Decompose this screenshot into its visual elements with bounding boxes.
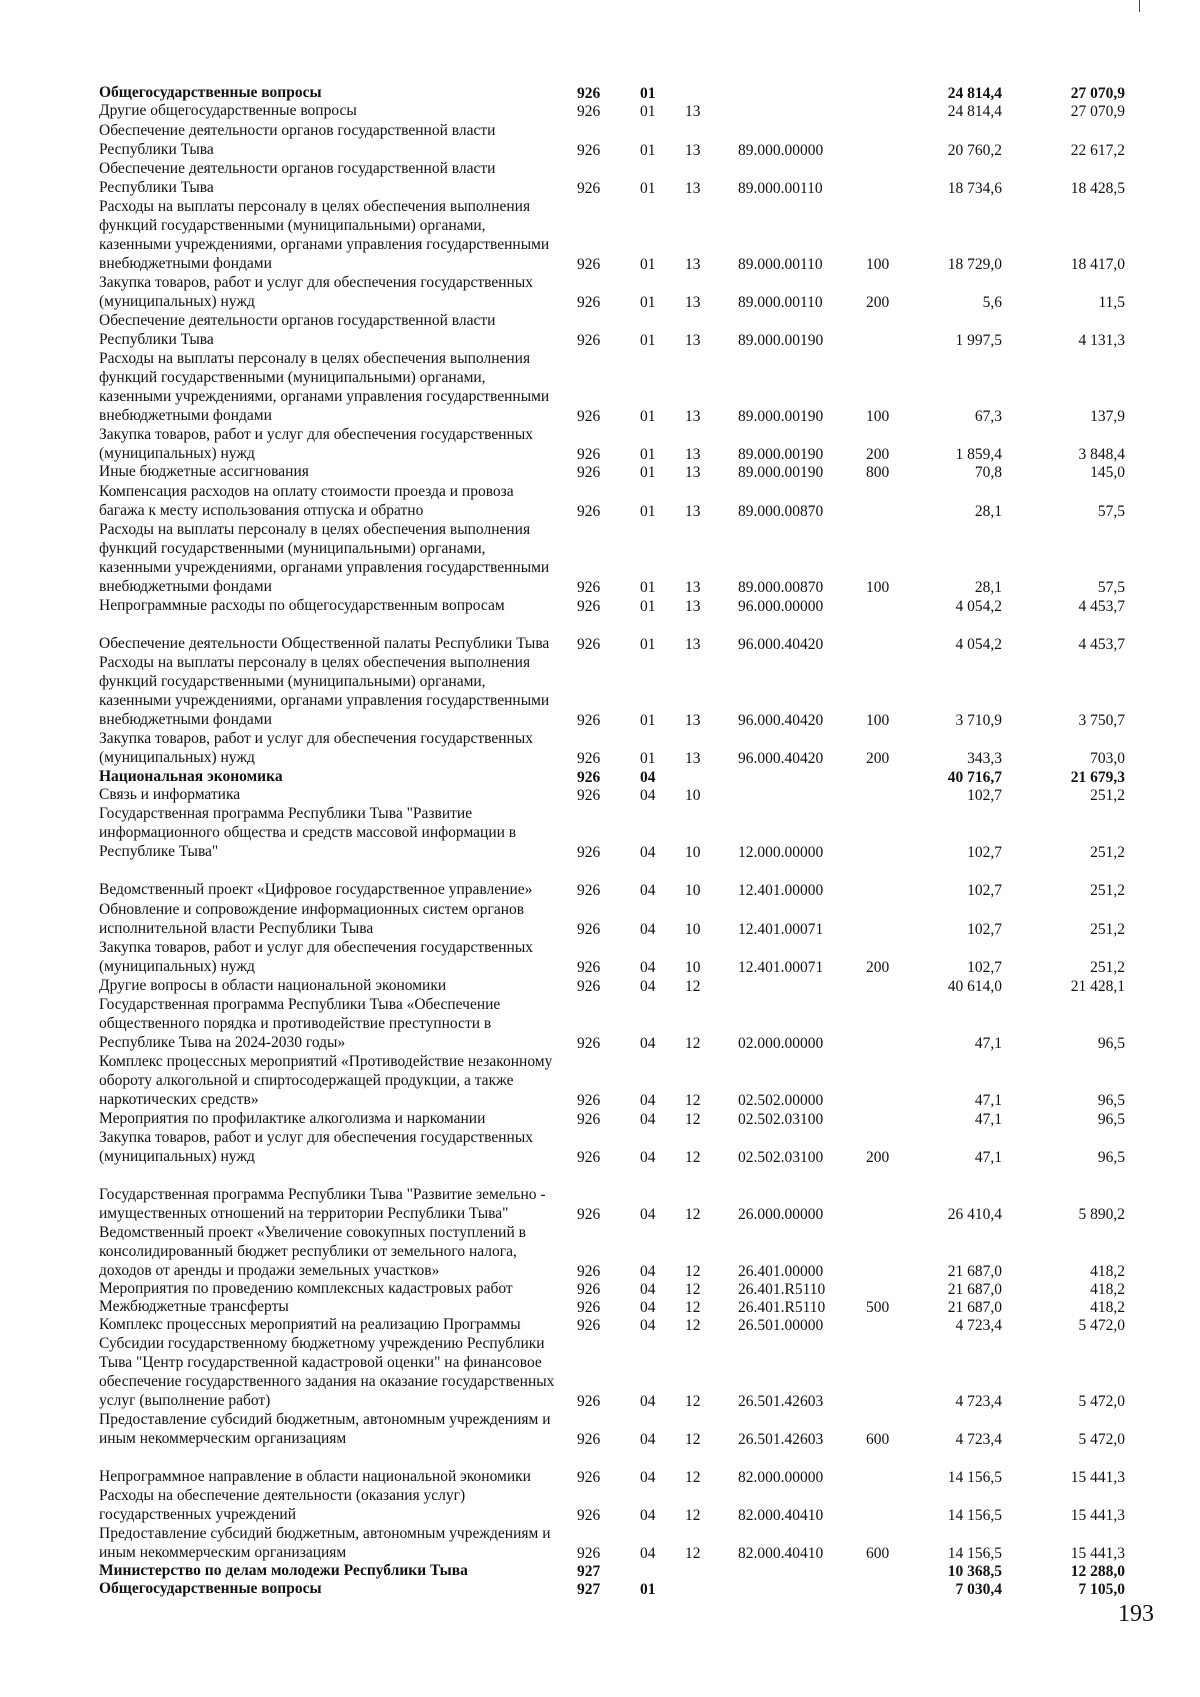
amount-year-1: 18 734,6 bbox=[947, 180, 1002, 197]
section-code: 04 bbox=[640, 1281, 656, 1298]
row-name: Закупка товаров, работ и услуг для обеспечения государственных (муниципальных) нужд bbox=[99, 730, 534, 766]
row-name: Компенсация расходов на оплату стоимости проезда и провоза багажа к месту использования отпуска и обратно bbox=[99, 483, 514, 519]
amount-year-1: 28,1 bbox=[974, 503, 1002, 520]
ministry-code: 926 bbox=[577, 921, 601, 938]
target-article-code: 26.401.R5110 bbox=[738, 1299, 826, 1316]
section-code: 01 bbox=[640, 1581, 656, 1598]
section-code: 04 bbox=[640, 1263, 656, 1280]
subsection-code: 12 bbox=[685, 1507, 701, 1524]
amount-year-2: 5 890,2 bbox=[1078, 1206, 1125, 1223]
ministry-code: 926 bbox=[577, 446, 601, 463]
subsection-code: 13 bbox=[685, 180, 701, 197]
amount-year-1: 14 156,5 bbox=[947, 1507, 1002, 1524]
row-name: Закупка товаров, работ и услуг для обеспечения государственных (муниципальных) нужд bbox=[99, 274, 534, 310]
section-code: 01 bbox=[640, 636, 656, 653]
row-name: Государственная программа Республики Тыва "Развитие земельно - имущественных отношений на территории Республики Тыва" bbox=[99, 1186, 546, 1222]
section-code: 01 bbox=[640, 408, 656, 425]
section-code: 04 bbox=[640, 959, 656, 976]
amount-year-1: 18 729,0 bbox=[947, 256, 1002, 273]
subsection-code: 12 bbox=[685, 1035, 701, 1052]
row-name: Мероприятия по проведению комплексных кадастровых работ bbox=[99, 1280, 513, 1297]
amount-year-2: 251,2 bbox=[1090, 882, 1125, 899]
subsection-code: 13 bbox=[685, 750, 701, 767]
ministry-code: 927 bbox=[577, 1563, 601, 1580]
target-article-code: 02.000.00000 bbox=[738, 1035, 824, 1052]
subsection-code: 13 bbox=[685, 598, 701, 615]
target-article-code: 89.000.00190 bbox=[738, 408, 824, 425]
section-code: 04 bbox=[640, 1206, 656, 1223]
expense-type-code: 600 bbox=[866, 1431, 890, 1448]
subsection-code: 12 bbox=[685, 1469, 701, 1486]
subsection-code: 13 bbox=[685, 294, 701, 311]
row-name: Ведомственный проект «Увеличение совокупных поступлений в консолидированный бюджет республики от земельного налога, доходов от аренды и продажи земельных участков» bbox=[99, 1224, 526, 1279]
amount-year-2: 418,2 bbox=[1090, 1263, 1125, 1280]
amount-year-2: 703,0 bbox=[1090, 750, 1125, 767]
amount-year-1: 47,1 bbox=[974, 1111, 1002, 1128]
ministry-code: 926 bbox=[577, 256, 601, 273]
section-code: 04 bbox=[640, 1149, 656, 1166]
section-code: 01 bbox=[640, 446, 656, 463]
amount-year-2: 96,5 bbox=[1097, 1035, 1125, 1052]
ministry-code: 926 bbox=[577, 103, 601, 120]
section-code: 04 bbox=[640, 787, 656, 804]
row-name: Закупка товаров, работ и услуг для обеспечения государственных (муниципальных) нужд bbox=[99, 1129, 534, 1165]
section-code: 01 bbox=[640, 503, 656, 520]
section-code: 01 bbox=[640, 103, 656, 120]
subsection-code: 13 bbox=[685, 636, 701, 653]
ministry-code: 926 bbox=[577, 408, 601, 425]
amount-year-2: 5 472,0 bbox=[1078, 1431, 1125, 1448]
section-code: 01 bbox=[640, 142, 656, 159]
amount-year-1: 24 814,4 bbox=[947, 103, 1002, 120]
ministry-code: 927 bbox=[577, 1581, 601, 1598]
ministry-code: 926 bbox=[577, 579, 601, 596]
section-code: 01 bbox=[640, 85, 656, 102]
amount-year-1: 47,1 bbox=[974, 1035, 1002, 1052]
target-article-code: 12.401.00071 bbox=[738, 959, 824, 976]
ministry-code: 926 bbox=[577, 503, 601, 520]
ministry-code: 926 bbox=[577, 1092, 601, 1109]
amount-year-2: 27 070,9 bbox=[1070, 103, 1125, 120]
amount-year-1: 28,1 bbox=[974, 579, 1002, 596]
amount-year-1: 4 054,2 bbox=[955, 598, 1002, 615]
amount-year-1: 26 410,4 bbox=[947, 1206, 1002, 1223]
ministry-code: 926 bbox=[577, 1111, 601, 1128]
row-name: Обеспечение деятельности органов государственной власти Республики Тыва bbox=[99, 312, 496, 348]
amount-year-1: 24 814,4 bbox=[947, 85, 1002, 102]
section-code: 04 bbox=[640, 1545, 656, 1562]
target-article-code: 12.401.00071 bbox=[738, 921, 824, 938]
target-article-code: 82.000.40410 bbox=[738, 1545, 824, 1562]
ministry-code: 926 bbox=[577, 85, 601, 102]
row-name: Расходы на выплаты персоналу в целях обеспечения выполнения функций государственными (муниципальными) органами, казенными учреждениями, органами управления государственными внебюджетными фондами bbox=[99, 521, 550, 595]
section-code: 04 bbox=[640, 1317, 656, 1334]
amount-year-2: 4 453,7 bbox=[1078, 598, 1125, 615]
row-name: Общегосударственные вопросы bbox=[99, 1580, 322, 1597]
subsection-code: 10 bbox=[685, 959, 701, 976]
amount-year-1: 21 687,0 bbox=[947, 1263, 1002, 1280]
amount-year-1: 47,1 bbox=[974, 1149, 1002, 1166]
section-code: 01 bbox=[640, 256, 656, 273]
ministry-code: 926 bbox=[577, 332, 601, 349]
target-article-code: 26.401.R5110 bbox=[738, 1281, 826, 1298]
amount-year-2: 5 472,0 bbox=[1078, 1393, 1125, 1410]
ministry-code: 926 bbox=[577, 1263, 601, 1280]
ministry-code: 926 bbox=[577, 1035, 601, 1052]
target-article-code: 96.000.40420 bbox=[738, 750, 824, 767]
amount-year-2: 96,5 bbox=[1097, 1092, 1125, 1109]
target-article-code: 26.501.42603 bbox=[738, 1431, 824, 1448]
subsection-code: 13 bbox=[685, 142, 701, 159]
target-article-code: 89.000.00110 bbox=[738, 180, 823, 197]
amount-year-1: 102,7 bbox=[967, 882, 1002, 899]
row-name: Министерство по делам молодежи Республики Тыва bbox=[99, 1562, 468, 1579]
subsection-code: 13 bbox=[685, 408, 701, 425]
amount-year-2: 57,5 bbox=[1097, 503, 1125, 520]
amount-year-2: 137,9 bbox=[1090, 408, 1125, 425]
target-article-code: 82.000.00000 bbox=[738, 1469, 824, 1486]
subsection-code: 10 bbox=[685, 787, 701, 804]
amount-year-1: 102,7 bbox=[967, 787, 1002, 804]
target-article-code: 02.502.00000 bbox=[738, 1092, 824, 1109]
expense-type-code: 100 bbox=[866, 579, 890, 596]
subsection-code: 10 bbox=[685, 921, 701, 938]
target-article-code: 89.000.00110 bbox=[738, 256, 823, 273]
expense-type-code: 200 bbox=[866, 294, 890, 311]
subsection-code: 13 bbox=[685, 103, 701, 120]
expense-type-code: 800 bbox=[866, 464, 890, 481]
expense-type-code: 500 bbox=[866, 1299, 890, 1316]
amount-year-2: 18 428,5 bbox=[1070, 180, 1125, 197]
amount-year-2: 12 288,0 bbox=[1070, 1563, 1125, 1580]
target-article-code: 26.401.00000 bbox=[738, 1263, 824, 1280]
amount-year-1: 7 030,4 bbox=[955, 1581, 1002, 1598]
section-code: 04 bbox=[640, 1431, 656, 1448]
subsection-code: 12 bbox=[685, 1281, 701, 1298]
amount-year-2: 11,5 bbox=[1098, 294, 1125, 311]
ministry-code: 926 bbox=[577, 1299, 601, 1316]
amount-year-2: 251,2 bbox=[1090, 844, 1125, 861]
amount-year-1: 1 859,4 bbox=[955, 446, 1002, 463]
subsection-code: 12 bbox=[685, 1092, 701, 1109]
amount-year-2: 22 617,2 bbox=[1070, 142, 1125, 159]
ministry-code: 926 bbox=[577, 1317, 601, 1334]
amount-year-1: 14 156,5 bbox=[947, 1545, 1002, 1562]
subsection-code: 13 bbox=[685, 579, 701, 596]
ministry-code: 926 bbox=[577, 180, 601, 197]
row-name: Предоставление субсидий бюджетным, автономным учреждениям и иным некоммерческим организациям bbox=[99, 1525, 551, 1561]
section-code: 01 bbox=[640, 464, 656, 481]
amount-year-2: 5 472,0 bbox=[1078, 1317, 1125, 1334]
ministry-code: 926 bbox=[577, 978, 601, 995]
section-code: 04 bbox=[640, 882, 656, 899]
amount-year-1: 47,1 bbox=[974, 1092, 1002, 1109]
row-name: Расходы на выплаты персоналу в целях обеспечения выполнения функций государственными (муниципальными) органами, казенными учреждениями, органами управления государственными внебюджетными фондами bbox=[99, 350, 550, 424]
target-article-code: 26.501.00000 bbox=[738, 1317, 824, 1334]
subsection-code: 13 bbox=[685, 712, 701, 729]
subsection-code: 12 bbox=[685, 978, 701, 995]
row-name: Субсидии государственному бюджетному учреждению Республики Тыва "Центр государственной кадастровой оценки" на финансовое обеспечение государственного задания на оказание государственных услуг (выполнение работ) bbox=[99, 1335, 555, 1409]
row-name: Расходы на обеспечение деятельности (оказания услуг) государственных учреждений bbox=[99, 1487, 466, 1523]
amount-year-2: 96,5 bbox=[1097, 1111, 1125, 1128]
amount-year-1: 3 710,9 bbox=[955, 712, 1002, 729]
amount-year-2: 15 441,3 bbox=[1070, 1507, 1125, 1524]
amount-year-2: 3 750,7 bbox=[1078, 712, 1125, 729]
amount-year-2: 418,2 bbox=[1090, 1299, 1125, 1316]
ministry-code: 926 bbox=[577, 1149, 601, 1166]
expense-type-code: 100 bbox=[866, 256, 890, 273]
target-article-code: 89.000.00190 bbox=[738, 332, 824, 349]
target-article-code: 26.501.42603 bbox=[738, 1393, 824, 1410]
subsection-code: 10 bbox=[685, 882, 701, 899]
target-article-code: 96.000.00000 bbox=[738, 598, 824, 615]
row-name: Межбюджетные трансферты bbox=[99, 1298, 289, 1315]
subsection-code: 13 bbox=[685, 256, 701, 273]
amount-year-1: 102,7 bbox=[967, 959, 1002, 976]
amount-year-2: 4 131,3 bbox=[1078, 332, 1125, 349]
amount-year-1: 4 723,4 bbox=[955, 1317, 1002, 1334]
row-name: Закупка товаров, работ и услуг для обеспечения государственных (муниципальных) нужд bbox=[99, 939, 534, 975]
section-code: 04 bbox=[640, 978, 656, 995]
ministry-code: 926 bbox=[577, 1469, 601, 1486]
target-article-code: 96.000.40420 bbox=[738, 636, 824, 653]
ministry-code: 926 bbox=[577, 769, 601, 786]
subsection-code: 12 bbox=[685, 1431, 701, 1448]
row-name: Расходы на выплаты персоналу в целях обеспечения выполнения функций государственными (муниципальными) органами, казенными учреждениями, органами управления государственными внебюджетными фондами bbox=[99, 654, 550, 728]
amount-year-2: 96,5 bbox=[1097, 1149, 1125, 1166]
subsection-code: 12 bbox=[685, 1545, 701, 1562]
section-code: 04 bbox=[640, 769, 656, 786]
row-name: Ведомственный проект «Цифровое государственное управление» bbox=[99, 881, 533, 898]
amount-year-2: 27 070,9 bbox=[1070, 85, 1125, 102]
section-code: 01 bbox=[640, 180, 656, 197]
amount-year-2: 418,2 bbox=[1090, 1281, 1125, 1298]
amount-year-2: 251,2 bbox=[1090, 787, 1125, 804]
target-article-code: 89.000.00000 bbox=[738, 142, 824, 159]
amount-year-2: 21 428,1 bbox=[1070, 978, 1125, 995]
ministry-code: 926 bbox=[577, 844, 601, 861]
amount-year-1: 67,3 bbox=[974, 408, 1002, 425]
ministry-code: 926 bbox=[577, 1431, 601, 1448]
ministry-code: 926 bbox=[577, 598, 601, 615]
subsection-code: 12 bbox=[685, 1111, 701, 1128]
amount-year-1: 4 054,2 bbox=[955, 636, 1002, 653]
amount-year-1: 70,8 bbox=[974, 464, 1002, 481]
ministry-code: 926 bbox=[577, 142, 601, 159]
subsection-code: 12 bbox=[685, 1149, 701, 1166]
amount-year-1: 21 687,0 bbox=[947, 1281, 1002, 1298]
amount-year-2: 15 441,3 bbox=[1070, 1469, 1125, 1486]
amount-year-1: 40 614,0 bbox=[947, 978, 1002, 995]
row-name: Другие вопросы в области национальной экономики bbox=[99, 977, 447, 994]
subsection-code: 13 bbox=[685, 464, 701, 481]
row-name: Непрограммное направление в области национальной экономики bbox=[99, 1468, 531, 1485]
ministry-code: 926 bbox=[577, 1393, 601, 1410]
amount-year-2: 21 679,3 bbox=[1070, 769, 1125, 786]
amount-year-2: 4 453,7 bbox=[1078, 636, 1125, 653]
section-code: 01 bbox=[640, 598, 656, 615]
section-code: 01 bbox=[640, 750, 656, 767]
row-name: Общегосударственные вопросы bbox=[99, 84, 322, 101]
target-article-code: 12.000.00000 bbox=[738, 844, 824, 861]
ministry-code: 926 bbox=[577, 1281, 601, 1298]
row-name: Обновление и сопровождение информационных систем органов исполнительной власти Республики Тыва bbox=[99, 901, 525, 937]
expense-type-code: 200 bbox=[866, 959, 890, 976]
section-code: 04 bbox=[640, 1393, 656, 1410]
amount-year-1: 4 723,4 bbox=[955, 1393, 1002, 1410]
section-code: 04 bbox=[640, 1299, 656, 1316]
target-article-code: 89.000.00870 bbox=[738, 503, 824, 520]
ministry-code: 926 bbox=[577, 1507, 601, 1524]
row-name: Закупка товаров, работ и услуг для обеспечения государственных (муниципальных) нужд bbox=[99, 426, 534, 462]
target-article-code: 89.000.00190 bbox=[738, 464, 824, 481]
row-name: Обеспечение деятельности Общественной палаты Республики Тыва bbox=[99, 635, 550, 652]
row-name: Предоставление субсидий бюджетным, автономным учреждениям и иным некоммерческим организациям bbox=[99, 1411, 551, 1447]
amount-year-1: 20 760,2 bbox=[947, 142, 1002, 159]
ministry-code: 926 bbox=[577, 1545, 601, 1562]
target-article-code: 02.502.03100 bbox=[738, 1111, 824, 1128]
ministry-code: 926 bbox=[577, 464, 601, 481]
amount-year-1: 102,7 bbox=[967, 844, 1002, 861]
target-article-code: 26.000.00000 bbox=[738, 1206, 824, 1223]
row-name: Расходы на выплаты персоналу в целях обеспечения выполнения функций государственными (муниципальными) органами, казенными учреждениями, органами управления государственными внебюджетными фондами bbox=[99, 198, 550, 272]
amount-year-1: 10 368,5 bbox=[947, 1563, 1002, 1580]
expense-type-code: 200 bbox=[866, 750, 890, 767]
target-article-code: 96.000.40420 bbox=[738, 712, 824, 729]
section-code: 01 bbox=[640, 712, 656, 729]
ministry-code: 926 bbox=[577, 959, 601, 976]
row-name: Обеспечение деятельности органов государственной власти Республики Тыва bbox=[99, 160, 496, 196]
section-code: 04 bbox=[640, 1507, 656, 1524]
amount-year-2: 251,2 bbox=[1090, 959, 1125, 976]
amount-year-2: 3 848,4 bbox=[1078, 446, 1125, 463]
expense-type-code: 200 bbox=[866, 446, 890, 463]
row-name: Другие общегосударственные вопросы bbox=[99, 102, 357, 119]
target-article-code: 89.000.00870 bbox=[738, 579, 824, 596]
subsection-code: 12 bbox=[685, 1299, 701, 1316]
target-article-code: 89.000.00110 bbox=[738, 294, 823, 311]
expense-type-code: 100 bbox=[866, 712, 890, 729]
amount-year-1: 5,6 bbox=[982, 294, 1002, 311]
section-code: 04 bbox=[640, 921, 656, 938]
expense-type-code: 600 bbox=[866, 1545, 890, 1562]
subsection-code: 12 bbox=[685, 1317, 701, 1334]
section-code: 04 bbox=[640, 1035, 656, 1052]
ministry-code: 926 bbox=[577, 750, 601, 767]
subsection-code: 13 bbox=[685, 446, 701, 463]
expense-type-code: 100 bbox=[866, 408, 890, 425]
amount-year-2: 251,2 bbox=[1090, 921, 1125, 938]
row-name: Государственная программа Республики Тыва "Развитие информационного общества и средств массовой информации в Республике Тыва" bbox=[99, 805, 517, 860]
subsection-code: 13 bbox=[685, 332, 701, 349]
amount-year-2: 7 105,0 bbox=[1078, 1581, 1125, 1598]
row-name: Иные бюджетные ассигнования bbox=[99, 463, 309, 480]
expense-type-code: 200 bbox=[866, 1149, 890, 1166]
section-code: 04 bbox=[640, 844, 656, 861]
scan-edge-mark bbox=[1139, 0, 1140, 12]
ministry-code: 926 bbox=[577, 294, 601, 311]
target-article-code: 12.401.00000 bbox=[738, 882, 824, 899]
page-number: 193 bbox=[1118, 1601, 1154, 1627]
amount-year-1: 14 156,5 bbox=[947, 1469, 1002, 1486]
section-code: 01 bbox=[640, 579, 656, 596]
subsection-code: 10 bbox=[685, 844, 701, 861]
row-name: Связь и информатика bbox=[99, 786, 241, 803]
amount-year-1: 21 687,0 bbox=[947, 1299, 1002, 1316]
target-article-code: 89.000.00190 bbox=[738, 446, 824, 463]
amount-year-2: 57,5 bbox=[1097, 579, 1125, 596]
row-name: Мероприятия по профилактике алкоголизма и наркомании bbox=[99, 1110, 486, 1127]
subsection-code: 13 bbox=[685, 503, 701, 520]
row-name: Государственная программа Республики Тыва «Обеспечение общественного порядка и противодействие преступности в Республике Тыва на 2024-2030 годы» bbox=[99, 996, 501, 1051]
subsection-code: 12 bbox=[685, 1393, 701, 1410]
amount-year-2: 18 417,0 bbox=[1070, 256, 1125, 273]
amount-year-1: 102,7 bbox=[967, 921, 1002, 938]
row-name: Обеспечение деятельности органов государственной власти Республики Тыва bbox=[99, 122, 496, 158]
subsection-code: 12 bbox=[685, 1263, 701, 1280]
subsection-code: 12 bbox=[685, 1206, 701, 1223]
section-code: 01 bbox=[640, 332, 656, 349]
section-code: 04 bbox=[640, 1092, 656, 1109]
amount-year-2: 145,0 bbox=[1090, 464, 1125, 481]
ministry-code: 926 bbox=[577, 882, 601, 899]
target-article-code: 82.000.40410 bbox=[738, 1507, 824, 1524]
ministry-code: 926 bbox=[577, 712, 601, 729]
amount-year-1: 4 723,4 bbox=[955, 1431, 1002, 1448]
row-name: Национальная экономика bbox=[99, 768, 283, 785]
row-name: Комплекс процессных мероприятий «Противодействие незаконному обороту алкогольной и спиртосодержащей продукции, а также наркотических средств» bbox=[99, 1053, 553, 1108]
section-code: 01 bbox=[640, 294, 656, 311]
amount-year-1: 40 716,7 bbox=[947, 769, 1002, 786]
row-name: Непрограммные расходы по общегосударственным вопросам bbox=[99, 597, 505, 614]
amount-year-2: 15 441,3 bbox=[1070, 1545, 1125, 1562]
ministry-code: 926 bbox=[577, 636, 601, 653]
amount-year-1: 343,3 bbox=[967, 750, 1002, 767]
ministry-code: 926 bbox=[577, 787, 601, 804]
amount-year-1: 1 997,5 bbox=[955, 332, 1002, 349]
section-code: 04 bbox=[640, 1469, 656, 1486]
section-code: 04 bbox=[640, 1111, 656, 1128]
ministry-code: 926 bbox=[577, 1206, 601, 1223]
row-name: Комплекс процессных мероприятий на реализацию Программы bbox=[99, 1316, 521, 1333]
target-article-code: 02.502.03100 bbox=[738, 1149, 824, 1166]
